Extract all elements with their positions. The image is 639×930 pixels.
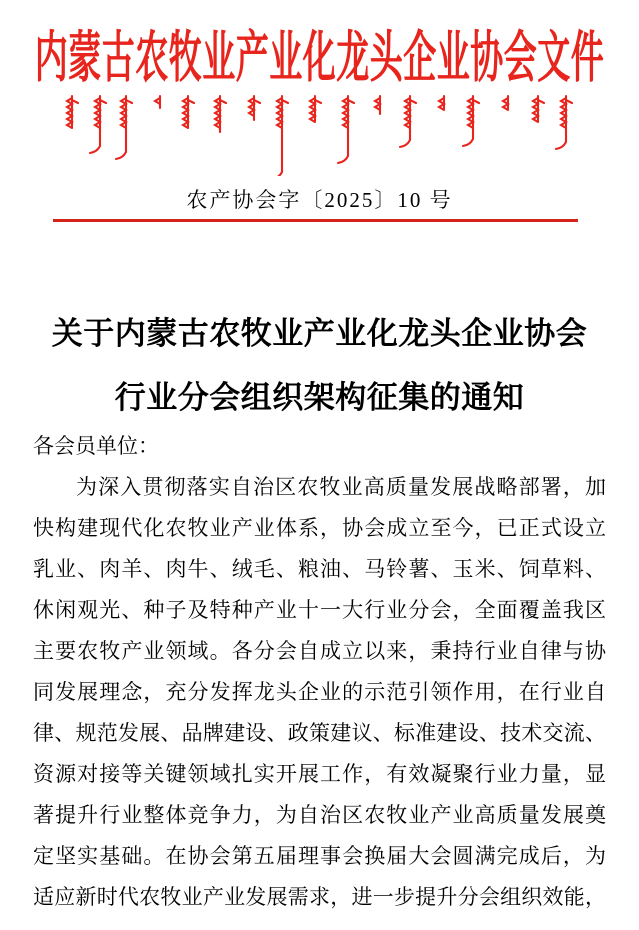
red-divider: [53, 219, 578, 222]
body-line: 定坚实基础。在协会第五届理事会换届大会圆满完成后，为: [33, 844, 606, 868]
mongolian-script-icon: [58, 94, 573, 176]
notice-title-line2: 行业分会组织架构征集的通知: [114, 380, 525, 415]
body-line: 适应新时代农牧业产业发展需求，进一步提升分会组织效能，: [33, 885, 606, 909]
body-line: 同发展理念，充分发挥龙头企业的示范引领作用，在行业自: [33, 680, 606, 704]
banner-title: 内蒙古农牧业产业化龙头企业协会文件: [34, 29, 605, 91]
salutation: 各会员单位：: [33, 434, 159, 458]
body-line: 著提升行业整体竞争力，为自治区农牧业产业高质量发展奠: [33, 803, 606, 827]
body-line: 快构建现代化农牧业产业体系，协会成立至今，已正式设立: [33, 516, 606, 540]
body-line: 资源对接等关键领域扎实开展工作，有效凝聚行业力量，显: [33, 762, 606, 786]
notice-title: [0, 302, 639, 430]
body-paragraph: [33, 426, 606, 918]
body-line: 律、规范发展、品牌建设、政策建议、标准建设、技术交流、: [33, 721, 606, 745]
body-line: 乳业、肉羊、肉牛、绒毛、粮油、马铃薯、玉米、饲草料、: [33, 557, 606, 581]
body-line: 休闲观光、种子及特种产业十一大行业分会，全面覆盖我区: [33, 598, 606, 622]
body-line: 主要农牧产业领域。各分会自成立以来，秉持行业自律与协: [33, 639, 606, 663]
doc-number: 农产协会字〔2025〕10 号: [186, 188, 453, 212]
notice-title-line1: 关于内蒙古农牧业产业化龙头企业协会: [51, 316, 588, 351]
body-line: 为深入贯彻落实自治区农牧业高质量发展战略部署，加: [76, 475, 606, 499]
